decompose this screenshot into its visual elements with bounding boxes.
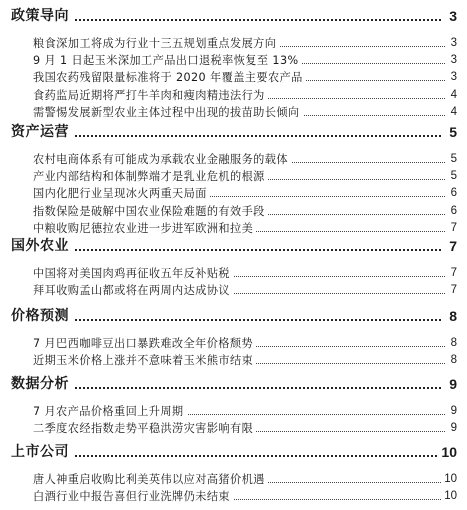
entry-page-number: 10 (441, 489, 457, 504)
entry-title: 二季度农经指数走势平稳洪涝灾害影响有限 (33, 421, 256, 436)
entry-page-number: 10 (441, 472, 457, 487)
entry-title: 唐人神重启收购比利美英伟以应对高猪价机遇 (33, 472, 268, 487)
section-heading-row[interactable] (0, 374, 467, 398)
entry-page-number: 7 (448, 266, 457, 281)
section-page-number: 7 (445, 236, 457, 256)
entry-page-number: 5 (448, 152, 457, 167)
section-leader-dots (11, 319, 441, 321)
entry-page-number: 6 (448, 186, 457, 201)
section-page-number: 9 (445, 374, 457, 394)
toc-entry[interactable] (0, 105, 467, 121)
entry-title: 指数保险是破解中国农业保险难题的有效手段 (33, 204, 268, 219)
entry-title: 白酒行业中报告喜但行业洗牌仍未结束 (33, 489, 233, 504)
entry-page-number: 3 (448, 36, 457, 51)
toc-entry[interactable] (0, 70, 467, 86)
toc-entry[interactable] (0, 266, 467, 282)
entry-page-number: 6 (448, 204, 457, 219)
entry-page-number: 8 (448, 353, 457, 368)
toc-entry[interactable] (0, 169, 467, 185)
entry-page-number: 4 (448, 88, 457, 103)
section-title: 政策导向 (11, 6, 73, 26)
entry-title: 食药监局近期将严打牛羊肉和瘦肉精违法行为 (33, 88, 268, 103)
entry-page-number: 3 (448, 70, 457, 85)
entry-title: 7 月巴西咖啡豆出口暴跌难改全年价格颓势 (33, 336, 256, 351)
entry-page-number: 9 (448, 421, 457, 436)
toc-entry[interactable] (0, 472, 467, 488)
section-title: 国外农业 (11, 236, 73, 256)
section-heading-row[interactable] (0, 6, 467, 30)
entry-page-number: 9 (448, 404, 457, 419)
toc-entry[interactable] (0, 283, 467, 299)
section-page-number: 5 (445, 122, 457, 142)
section-title: 资产运营 (11, 122, 73, 142)
toc-entry[interactable] (0, 186, 467, 202)
toc-entry[interactable] (0, 88, 467, 104)
section-page-number: 8 (445, 306, 457, 326)
section-page-number: 3 (445, 6, 457, 26)
section-heading-row[interactable] (0, 306, 467, 330)
toc-entry[interactable] (0, 489, 467, 505)
entry-page-number: 7 (448, 283, 457, 298)
entry-title: 农村电商体系有可能成为承载农业金融服务的载体 (33, 152, 291, 167)
toc-entry[interactable] (0, 353, 467, 369)
entry-title: 产业内部结构和体制弊端才是乳业危机的根源 (33, 169, 268, 184)
entry-title: 国内化肥行业呈现冰火两重天局面 (33, 186, 210, 201)
section-page-number: 10 (437, 442, 457, 462)
entry-title: 中粮收购尼德拉农业进一步进军欧洲和拉美 (33, 221, 256, 236)
toc-entry[interactable] (0, 404, 467, 420)
toc-entry[interactable] (0, 53, 467, 69)
section-leader-dots (11, 455, 441, 457)
section-heading-row[interactable] (0, 236, 467, 260)
section-leader-dots (11, 135, 441, 137)
entry-title: 9 月 1 日起玉米深加工产品出口退税率恢复至 13% (33, 53, 302, 68)
entry-title: 近期玉米价格上涨并不意味着玉米熊市结束 (33, 353, 256, 368)
entry-page-number: 5 (448, 169, 457, 184)
section-title: 数据分析 (11, 374, 73, 394)
section-leader-dots (11, 387, 441, 389)
entry-title: 我国农药残留限量标准将于 2020 年覆盖主要农产品 (33, 70, 306, 85)
toc-entry[interactable] (0, 421, 467, 437)
toc-entry[interactable] (0, 221, 467, 237)
toc-entry[interactable] (0, 204, 467, 220)
entry-page-number: 7 (448, 221, 457, 236)
entry-page-number: 8 (448, 336, 457, 351)
entry-title: 拜耳收购孟山都或将在两周内达成协议 (33, 283, 233, 298)
toc-entry[interactable] (0, 336, 467, 352)
entry-title: 中国将对美国肉鸡再征收五年反补贴税 (33, 266, 233, 281)
section-title: 上市公司 (11, 442, 73, 462)
entry-title: 需警惕发展新型农业主体过程中出现的拔苗助长倾向 (33, 105, 303, 120)
section-leader-dots (11, 19, 441, 21)
toc-entry[interactable] (0, 152, 467, 168)
toc-entry[interactable] (0, 36, 467, 52)
entry-title: 7 月农产品价格重回上升周期 (33, 404, 187, 419)
entry-page-number: 3 (448, 53, 457, 68)
section-leader-dots (11, 249, 441, 251)
entry-title: 粮食深加工将成为行业十三五规划重点发展方向 (33, 36, 279, 51)
section-heading-row[interactable] (0, 442, 467, 466)
section-title: 价格预测 (11, 306, 73, 326)
entry-page-number: 4 (448, 105, 457, 120)
section-heading-row[interactable] (0, 122, 467, 146)
